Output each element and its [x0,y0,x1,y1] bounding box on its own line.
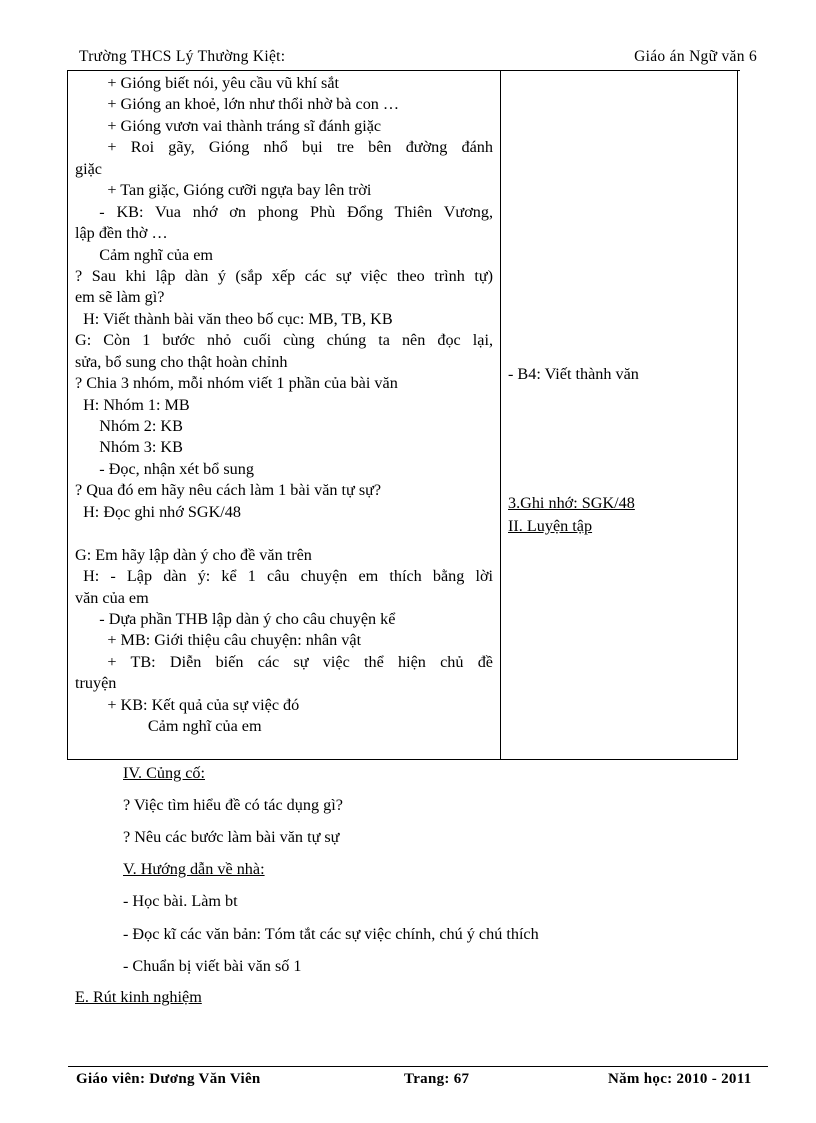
activity-line [75,523,493,544]
footer-teacher: Giáo viên: Dương Văn Viên [76,1071,261,1087]
cung-co-heading: IV. Củng cố: [123,764,205,782]
activity-line: - KB: Vua nhớ ơn phong Phù Đổng Thiên Vương, [99,202,493,221]
content-column [508,71,728,759]
homework-item-3: - Chuẩn bị viết bài văn số 1 [123,957,302,975]
page-header [79,48,757,72]
column-divider [500,71,501,759]
activity-line: ? Sau khi lập dàn ý (sắp xếp các sự việc theo trình tự) [75,266,493,285]
activity-line: truyện [75,674,117,693]
ghi-nho-heading: 3.Ghi nhớ: SGK/48 [508,494,635,512]
activity-line: + KB: Kết quả của sự việc đó [75,695,300,714]
activity-line: văn của em [75,588,149,607]
cung-co-question-2: ? Nêu các bước làm bài văn tự sự [123,828,340,846]
activity-line: sửa, bổ sung cho thật hoàn chỉnh [75,352,288,371]
footer-page-number: Trang: 67 [404,1071,470,1087]
activity-line: + Gióng an khoẻ, lớn như thổi nhờ bà con … [75,95,400,114]
school-name: Trường THCS Lý Thường Kiệt: [79,48,286,65]
lesson-table [67,70,738,760]
huong-dan-heading: V. Hướng dẫn về nhà: [123,860,265,878]
activity-line: em sẽ làm gì? [75,288,165,307]
activity-line: Nhóm 3: KB [75,438,183,457]
activity-line: H: Đọc ghi nhớ SGK/48 [75,502,241,521]
activity-line: Cảm nghĩ của em [75,245,214,264]
activity-line: + Gióng biết nói, yêu cầu vũ khí sắt [75,74,340,92]
activity-line: ? Qua đó em hãy nêu cách làm 1 bài văn tự sự? [75,481,382,500]
activity-line: H: - Lập dàn ý: kể 1 câu chuyện em thích bằng lời [83,567,493,586]
homework-item-1: - Học bài. Làm bt [123,892,238,910]
activity-line: G: Em hãy lập dàn ý cho đề văn trên [75,545,312,564]
activity-line: lập đền thờ … [75,224,168,243]
luyen-tap-heading: II. Luyện tập [508,517,593,535]
activity-line: H: Nhóm 1: MB [75,395,190,414]
activity-line: - Dựa phần THB lập dàn ý cho câu chuyện kể [75,609,396,628]
subject-title: Giáo án Ngữ văn 6 [634,48,757,65]
step4-text: - B4: Viết thành văn [508,365,639,383]
activity-line: giặc [75,159,102,178]
activity-line: + Roi gãy, Gióng nhổ bụi tre bên đường đánh [107,138,493,157]
footer-school-year: Năm học: 2010 - 2011 [608,1071,752,1087]
activity-line: G: Còn 1 bước nhỏ cuối cùng chúng ta nên đọc lại, [75,331,493,350]
activity-line: H: Viết thành bài văn theo bố cục: MB, TB, KB [75,309,393,328]
activity-line: + TB: Diễn biến các sự việc thể hiện chủ đề [107,652,493,671]
activity-line: + Gióng vươn vai thành tráng sĩ đánh giặc [75,116,382,135]
activity-line: - Đọc, nhận xét bổ sung [75,459,254,478]
rut-kinh-nghiem-heading: E. Rút kinh nghiệm [75,988,202,1006]
activity-line: + Tan giặc, Gióng cưỡi ngựa bay lên trời [75,181,372,200]
activity-line: ? Chia 3 nhóm, mỗi nhóm viết 1 phần của bài văn [75,374,398,393]
homework-item-2: - Đọc kĩ các văn bản: Tóm tắt các sự việc chính, chú ý chú thích [123,925,539,943]
activity-line: Cảm nghĩ của em [75,717,262,736]
cung-co-question-1: ? Việc tìm hiểu đề có tác dụng gì? [123,796,343,814]
activity-line: + MB: Giới thiệu câu chuyện: nhân vật [75,631,362,650]
footer-divider [68,1066,768,1067]
activity-line: Nhóm 2: KB [75,417,183,435]
activity-column [75,73,493,738]
